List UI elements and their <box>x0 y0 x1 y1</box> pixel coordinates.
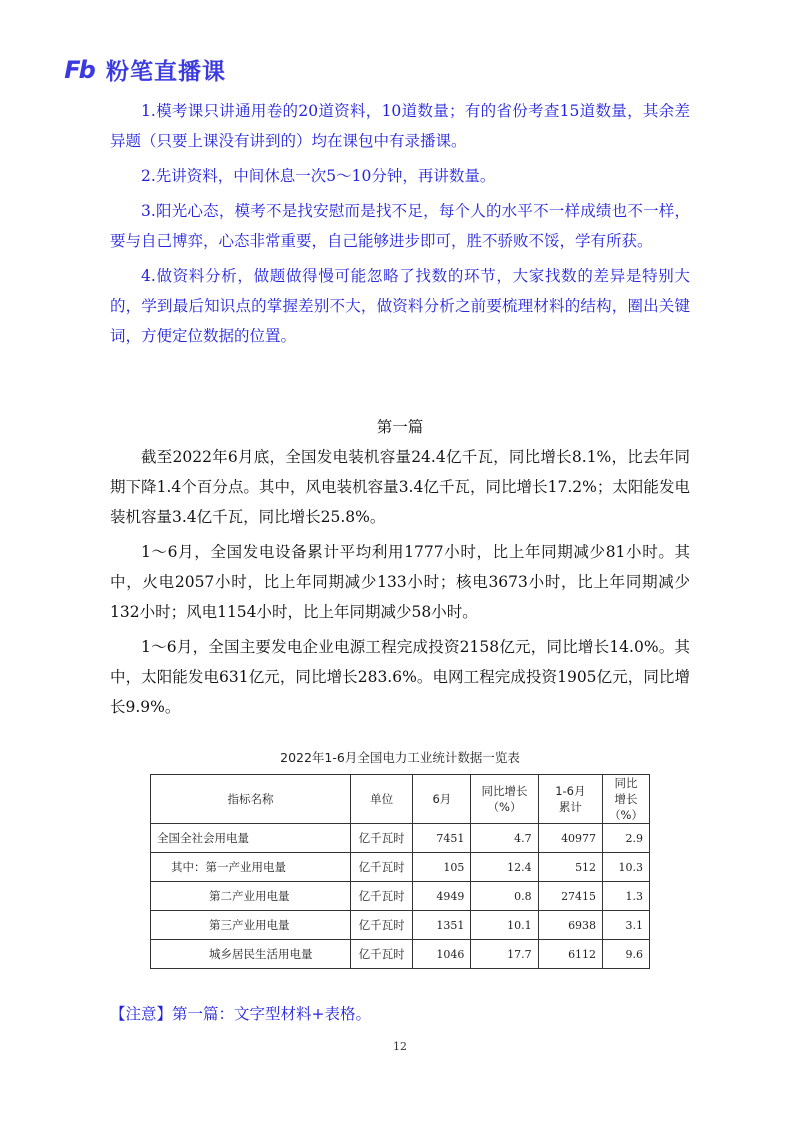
material-paragraph-2: 1～6月，全国发电设备累计平均利用1777小时，比上年同期减少81小时。其中，火电2057小时，比上年同期减少133小时；核电3673小时，比上年同期减少132小时；风电1154小时，比上年同期减少58小时。 <box>110 543 690 621</box>
section-title: 第一篇 <box>376 418 424 436</box>
header-yoy-june <box>471 775 538 824</box>
row-yoy-cumulative: 3.1 <box>603 911 650 940</box>
header-cumulative-line1: 1-6月 <box>555 784 586 798</box>
table-row <box>151 853 650 882</box>
header-cumulative <box>538 775 602 824</box>
row-yoy-june: 12.4 <box>471 853 538 882</box>
note-item-3: 3.阳光心态，模考不是找安慰而是找不足，每个人的水平不一样成绩也不一样，要与自己博弈，心态非常重要，自己能够进步即可，胜不骄败不馁，学有所获。 <box>110 202 690 250</box>
page-number: 12 <box>393 1040 407 1053</box>
row-yoy-cumulative: 1.3 <box>603 882 650 911</box>
row-unit: 亿千瓦时 <box>351 824 413 853</box>
row-june: 4949 <box>413 882 471 911</box>
class-notes <box>110 96 690 356</box>
table-caption: 2022年1-6月全国电力工业统计数据一览表 <box>280 750 520 765</box>
row-name: 第二产业用电量 <box>151 882 351 911</box>
material-paragraph-3: 1～6月，全国主要发电企业电源工程完成投资2158亿元，同比增长14.0%。其中，太阳能发电631亿元，同比增长283.6%。电网工程完成投资1905亿元，同比增长9.9%。 <box>110 638 690 716</box>
row-cumulative: 27415 <box>538 882 602 911</box>
row-yoy-june: 0.8 <box>471 882 538 911</box>
note-item-1: 1.模考课只讲通用卷的20道资料，10道数量；有的省份考查15道数量，其余差异题（只要上课没有讲到的）均在课包中有录播课。 <box>110 102 690 150</box>
note-item-4: 4.做资料分析，做题做得慢可能忽略了找数的环节，大家找数的差异是特别大的，学到最后知识点的掌握差别不大，做资料分析之前要梳理材料的结构，圈出关键词，方便定位数据的位置。 <box>110 267 690 345</box>
row-yoy-cumulative: 2.9 <box>603 824 650 853</box>
row-yoy-june: 17.7 <box>471 940 538 969</box>
row-name: 城乡居民生活用电量 <box>151 940 351 969</box>
table-row <box>151 824 650 853</box>
table-row <box>151 940 650 969</box>
header-yoy-cumulative <box>603 775 650 824</box>
table-row <box>151 882 650 911</box>
material-body <box>110 442 690 727</box>
row-june: 105 <box>413 853 471 882</box>
statistics-table <box>150 774 650 969</box>
row-june: 1351 <box>413 911 471 940</box>
header-yoy-june-line1: 同比增长 <box>481 784 528 798</box>
row-name: 全国全社会用电量 <box>151 824 351 853</box>
header-cumulative-line2: 累计 <box>558 800 582 814</box>
row-june: 7451 <box>413 824 471 853</box>
material-paragraph-1: 截至2022年6月底，全国发电装机容量24.4亿千瓦，同比增长8.1%，比去年同期下降1.4个百分点。其中，风电装机容量3.4亿千瓦，同比增长17.2%；太阳能发电装机容量3.4亿千瓦，同比增长25.8%。 <box>110 448 690 526</box>
brand-mark-icon: Fb <box>64 55 94 84</box>
header-june: 6月 <box>413 775 471 824</box>
brand-name: 粉笔直播课 <box>106 59 226 85</box>
row-cumulative: 6938 <box>538 911 602 940</box>
header-yoy-cumulative-line1: 同比增长 <box>614 776 638 806</box>
header-name: 指标名称 <box>151 775 351 824</box>
row-june: 1046 <box>413 940 471 969</box>
attention-note: 【注意】第一篇：文字型材料+表格。 <box>110 1005 371 1023</box>
table-row <box>151 911 650 940</box>
header-yoy-june-line2: （%） <box>487 800 522 814</box>
row-yoy-june: 4.7 <box>471 824 538 853</box>
header-unit: 单位 <box>351 775 413 824</box>
brand-logo <box>60 53 226 86</box>
header-yoy-cumulative-line2: （%） <box>609 808 643 822</box>
row-cumulative: 6112 <box>538 940 602 969</box>
row-cumulative: 512 <box>538 853 602 882</box>
row-name: 其中：第一产业用电量 <box>151 853 351 882</box>
row-yoy-cumulative: 9.6 <box>603 940 650 969</box>
row-unit: 亿千瓦时 <box>351 940 413 969</box>
row-name: 第三产业用电量 <box>151 911 351 940</box>
row-unit: 亿千瓦时 <box>351 911 413 940</box>
row-cumulative: 40977 <box>538 824 602 853</box>
note-item-2: 2.先讲资料，中间休息一次5～10分钟，再讲数量。 <box>141 167 496 185</box>
row-yoy-cumulative: 10.3 <box>603 853 650 882</box>
table-header-row <box>151 775 650 824</box>
row-unit: 亿千瓦时 <box>351 882 413 911</box>
row-unit: 亿千瓦时 <box>351 853 413 882</box>
row-yoy-june: 10.1 <box>471 911 538 940</box>
